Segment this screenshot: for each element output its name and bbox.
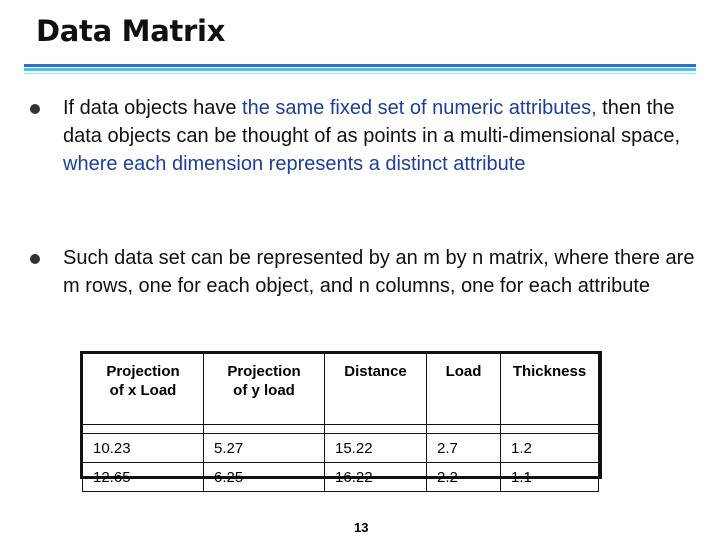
- table-cell: 16.22: [325, 463, 427, 492]
- data-matrix-table: [80, 351, 602, 486]
- table-cell: 12.65: [83, 463, 204, 492]
- table-cell: 15.22: [325, 434, 427, 463]
- bullet-paragraph-2: Such data set can be represented by an m by n matrix, where there are m rows, one for each object, and n columns, one for each attribute: [63, 247, 695, 297]
- bullet-1-text-continued: then the data objects can be thought of as points in a multi-dimensional space,: [63, 97, 681, 147]
- column-header: Distance: [325, 354, 427, 425]
- bullet-1-text: If data objects have: [63, 97, 243, 119]
- table-row: [83, 463, 599, 492]
- table-cell: 5.27: [204, 434, 325, 463]
- bullet-dot-icon: [30, 254, 40, 264]
- table-cell: 6.25: [204, 463, 325, 492]
- bullet-1-highlight: the same fixed set of numeric attributes,: [242, 97, 597, 119]
- table-row: [83, 434, 599, 463]
- table-cell: 1.1: [501, 463, 599, 492]
- column-header: Thickness: [501, 354, 599, 425]
- title-underline-dark: [24, 64, 696, 67]
- page-number: 13: [354, 520, 369, 535]
- column-header: Projection of y load: [204, 354, 325, 425]
- header-spacer-row: [83, 425, 599, 434]
- column-header: Load: [427, 354, 501, 425]
- table-cell: 10.23: [83, 434, 204, 463]
- title-underline-faint: [24, 73, 696, 74]
- bullet-paragraph-1: [63, 94, 703, 178]
- bullet-dot-icon: [30, 104, 40, 114]
- table-cell: 2.7: [427, 434, 501, 463]
- table-cell: 2.2: [427, 463, 501, 492]
- table-cell: 1.2: [501, 434, 599, 463]
- bullet-1-highlight-end: where each dimension represents a distinct attribute: [63, 153, 526, 175]
- slide-title: Data Matrix: [36, 14, 226, 48]
- title-underline-light: [24, 68, 696, 71]
- column-header: Projection of x Load: [83, 354, 204, 425]
